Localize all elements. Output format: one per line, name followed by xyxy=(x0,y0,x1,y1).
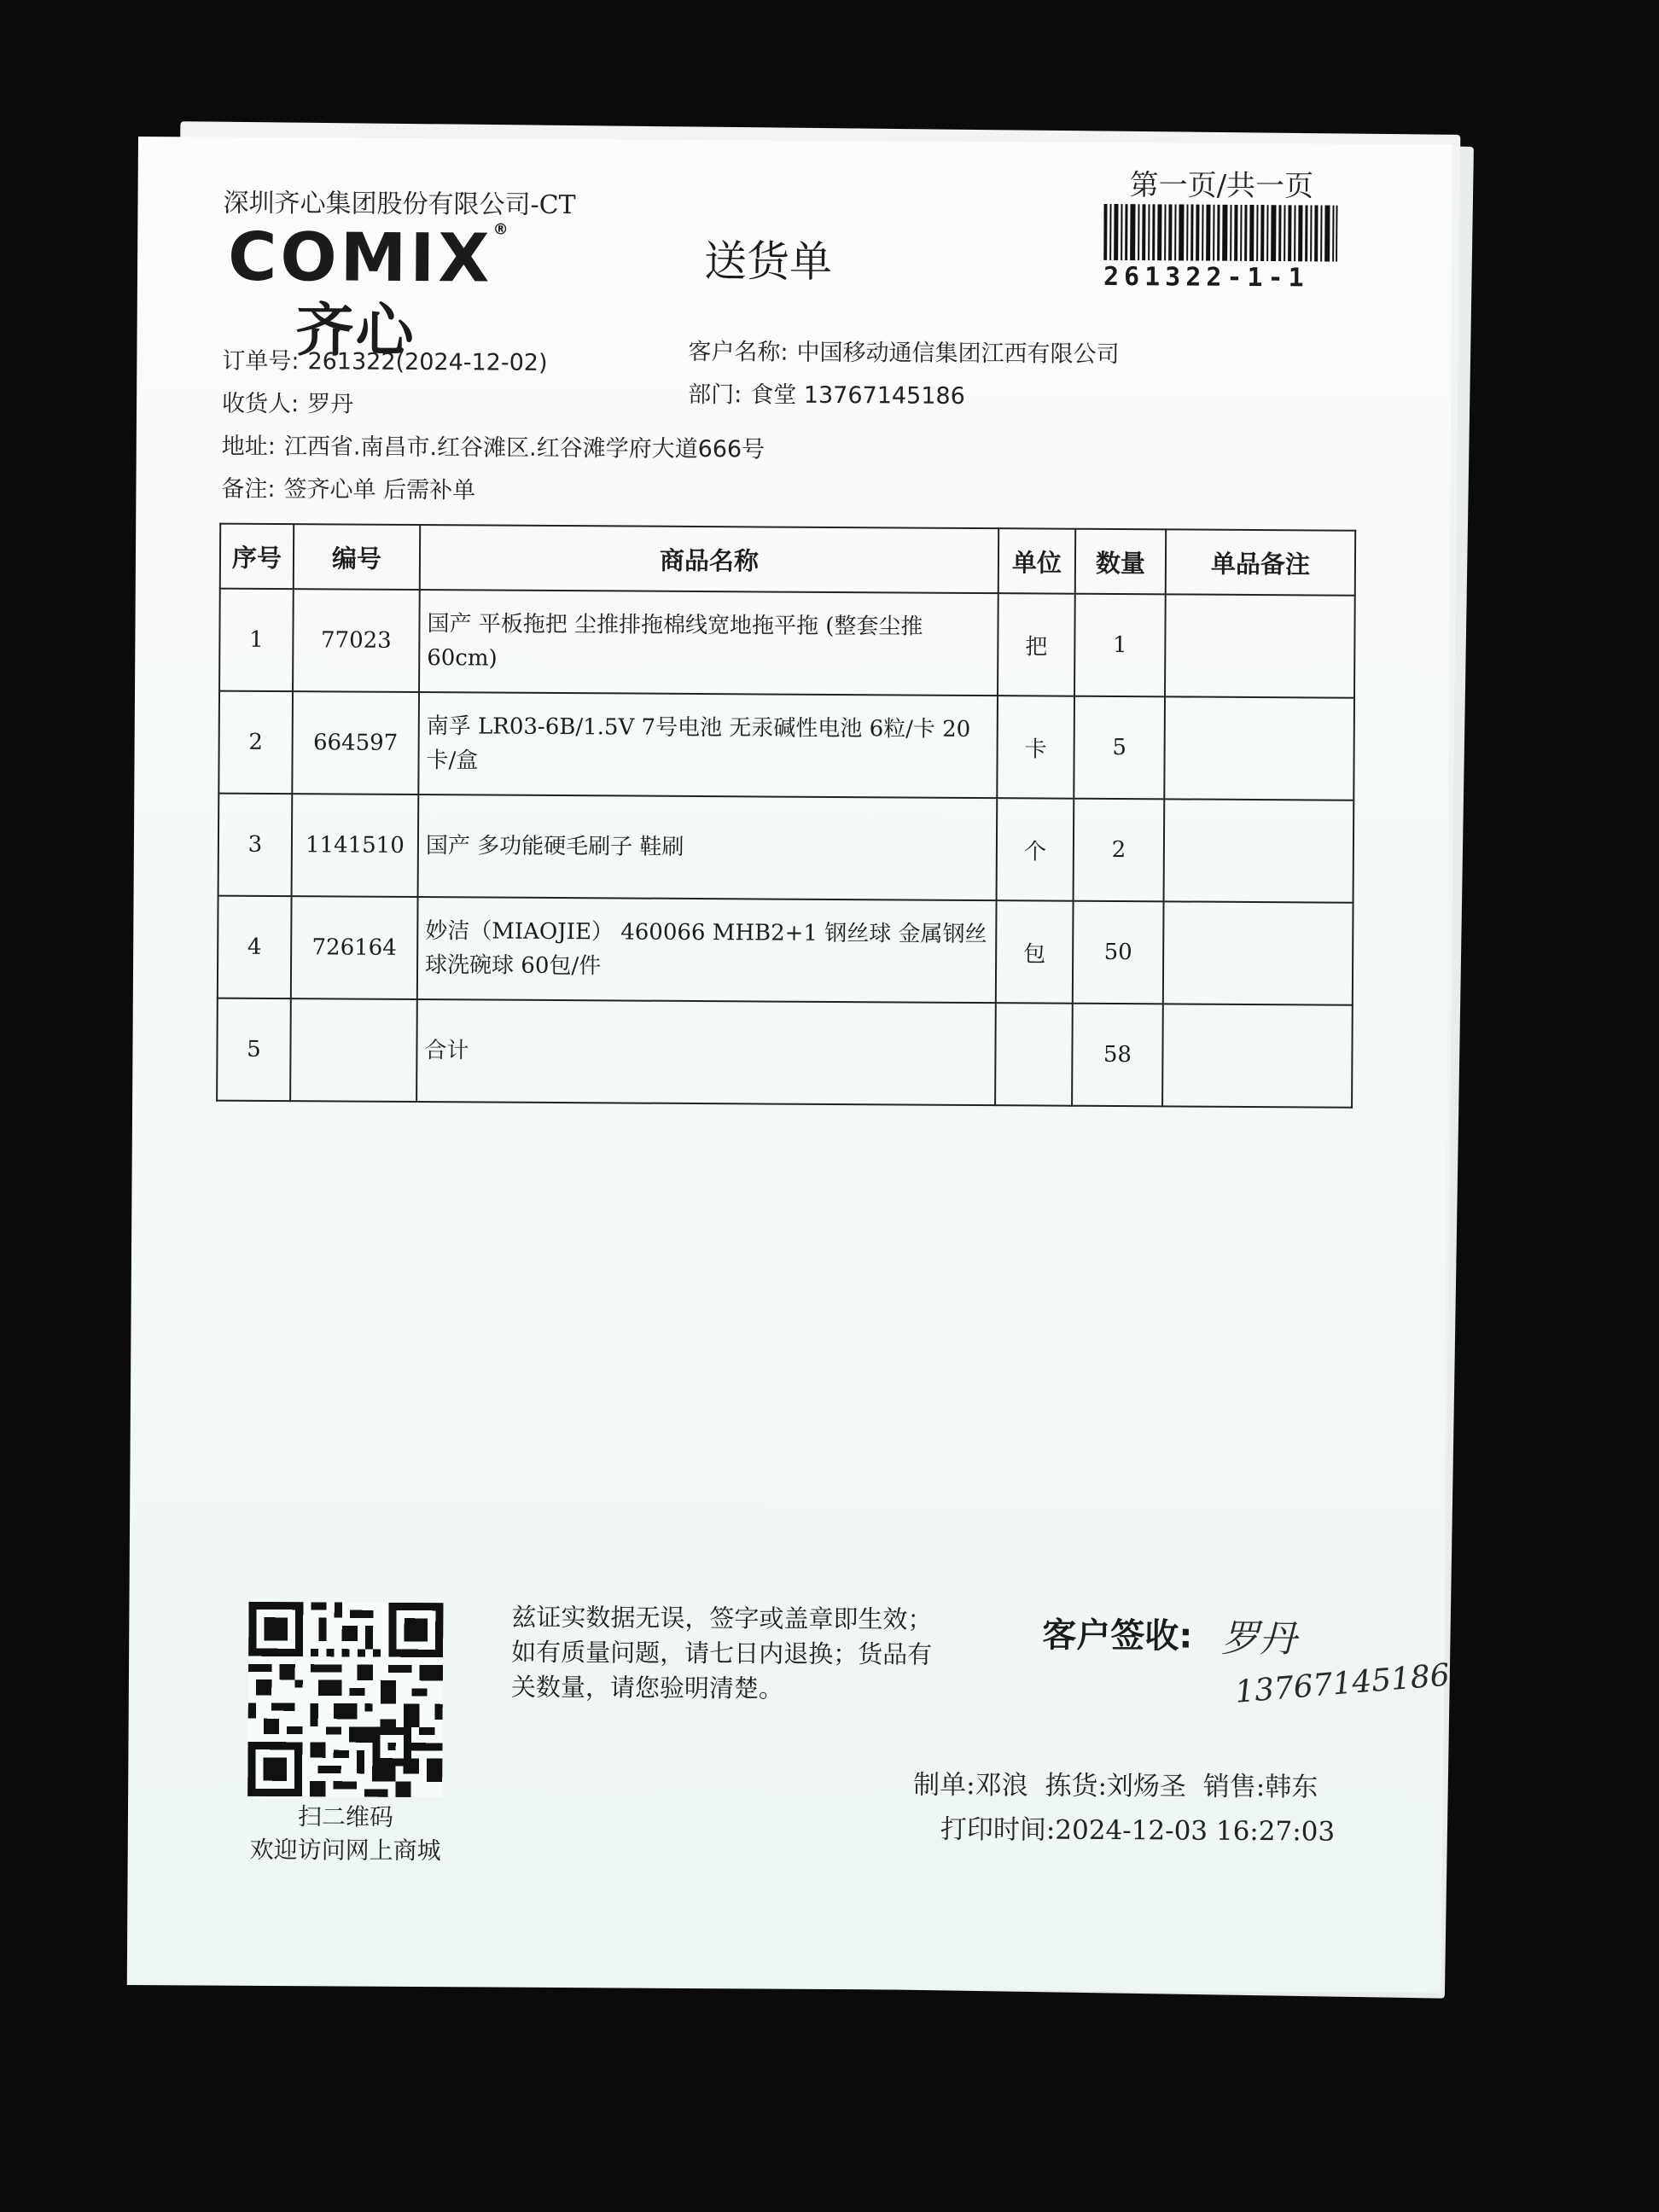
staff-line: 制单:邓浪 拣货:刘炀圣 销售:韩东 xyxy=(913,1769,1318,1803)
cell-product-name: 南孚 LR03-6B/1.5V 7号电池 无汞碱性电池 6粒/卡 20卡/盒 xyxy=(418,692,998,798)
table-row-total xyxy=(217,998,1353,1108)
cell-code xyxy=(290,998,417,1102)
cell-note xyxy=(1165,594,1355,697)
cell-unit: 把 xyxy=(998,593,1075,696)
cell-quantity: 2 xyxy=(1074,799,1165,902)
table-row xyxy=(218,794,1354,903)
items-table xyxy=(216,523,1356,1109)
table-row xyxy=(219,589,1355,698)
header-quantity: 数量 xyxy=(1075,529,1166,595)
cell-code: 77023 xyxy=(293,589,420,692)
cell-seq: 2 xyxy=(218,691,293,795)
header-unit: 单位 xyxy=(998,528,1075,594)
qr-code-icon xyxy=(247,1602,443,1797)
cell-code: 1141510 xyxy=(292,794,419,897)
cell-note xyxy=(1163,901,1353,1004)
notice-text: 兹证实数据无误，签字或盖章即生效；如有质量问题，请七日内退换；货品有关数量，请您验明清楚。 xyxy=(510,1602,933,1703)
header-code: 编号 xyxy=(294,524,420,590)
brand-logo: COMIX® xyxy=(227,218,512,298)
header-item-note: 单品备注 xyxy=(1166,529,1355,595)
barcode-number: 261322-1-1 xyxy=(1103,261,1309,294)
qr-caption xyxy=(230,1800,461,1868)
qr-caption-line-2: 欢迎访问网上商城 xyxy=(249,1836,441,1866)
department: 食堂 13767145186 xyxy=(750,381,965,410)
cell-product-name: 国产 多功能硬毛刷子 鞋刷 xyxy=(418,795,998,900)
order-number: 261322(2024-12-02) xyxy=(307,348,548,376)
cell-product-name: 妙洁（MIAOJIE） 460066 MHB2+1 钢丝球 金属钢丝球洗碗球 60包/件 xyxy=(417,897,997,1003)
address-line: 地址: 江西省.南昌市.红谷滩区.红谷滩学府大道666号 xyxy=(221,433,765,463)
receiver-line: 收货人: 罗丹 xyxy=(221,390,354,418)
cell-quantity: 1 xyxy=(1074,594,1166,697)
cell-note xyxy=(1164,799,1354,902)
receiver-name: 罗丹 xyxy=(307,391,354,418)
print-time: 打印时间:2024-12-03 16:27:03 xyxy=(940,1813,1336,1848)
remark: 签齐心单 后需补单 xyxy=(283,476,476,504)
cell-seq: 1 xyxy=(219,589,294,692)
table-row xyxy=(218,896,1353,1005)
cell-product-name: 合计 xyxy=(416,999,996,1105)
cell-code: 664597 xyxy=(292,691,419,795)
customer-signature-label: 客户签收: xyxy=(1042,1615,1193,1656)
cell-unit: 个 xyxy=(997,798,1074,901)
cell-quantity: 50 xyxy=(1073,901,1164,1004)
company-name: 深圳齐心集团股份有限公司-CT xyxy=(223,188,576,221)
document-title: 送货单 xyxy=(703,236,833,287)
header-product-name: 商品名称 xyxy=(420,525,998,593)
address: 江西省.南昌市.红谷滩区.红谷滩学府大道666号 xyxy=(283,434,765,463)
cell-unit xyxy=(995,1003,1073,1106)
header-seq: 序号 xyxy=(220,524,294,590)
page-number: 第一页/共一页 xyxy=(1129,168,1314,204)
remark-line: 备注: 签齐心单 后需补单 xyxy=(221,475,476,504)
cell-unit: 卡 xyxy=(997,696,1074,799)
table-header-row xyxy=(220,524,1355,596)
barcode-icon xyxy=(1103,204,1337,262)
cell-unit: 包 xyxy=(996,900,1074,1004)
cell-seq: 3 xyxy=(218,794,293,897)
brand-logo-cn: 齐心 xyxy=(295,297,416,365)
cell-note xyxy=(1162,1004,1353,1107)
handwritten-phone: 13767145186 xyxy=(1233,1657,1452,1710)
department-line: 部门: 食堂 13767145186 xyxy=(688,381,965,410)
cell-note xyxy=(1164,696,1354,800)
cell-seq: 5 xyxy=(217,998,291,1102)
cell-seq: 4 xyxy=(218,896,292,999)
order-number-line: 订单号: 261322(2024-12-02) xyxy=(222,347,548,376)
cell-quantity: 58 xyxy=(1072,1004,1163,1107)
qr-caption-line-1: 扫二维码 xyxy=(297,1802,394,1831)
delivery-note xyxy=(127,137,1452,1993)
customer-line: 客户名称: 中国移动通信集团江西有限公司 xyxy=(688,338,1120,369)
handwritten-signature: 罗丹 xyxy=(1221,1616,1297,1662)
cell-quantity: 5 xyxy=(1074,696,1165,800)
cell-code: 726164 xyxy=(291,896,418,999)
customer-name: 中国移动通信集团江西有限公司 xyxy=(796,339,1120,369)
table-row xyxy=(218,691,1354,800)
cell-product-name: 国产 平板拖把 尘推排拖棉线宽地拖平拖 (整套尘推60cm) xyxy=(419,590,998,696)
